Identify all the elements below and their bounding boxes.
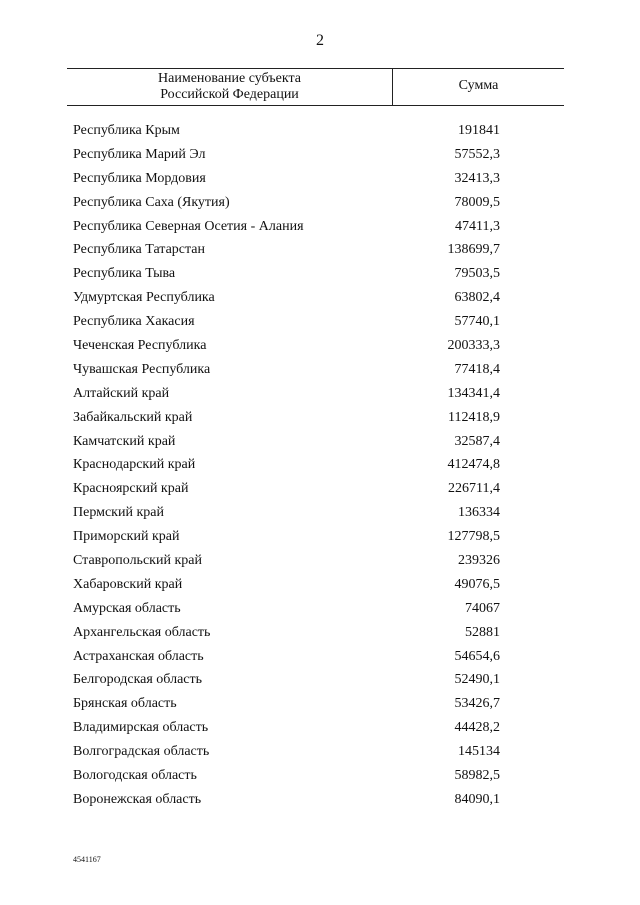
table-row — [0, 716, 640, 740]
region-name: Брянская область — [73, 696, 177, 712]
table-row — [0, 167, 640, 191]
region-amount: 145134 — [458, 744, 500, 760]
region-amount: 44428,2 — [454, 720, 500, 736]
table-row — [0, 501, 640, 525]
region-name: Астраханская область — [73, 648, 204, 664]
table-row — [0, 597, 640, 621]
region-amount: 47411,3 — [455, 218, 500, 234]
region-amount: 84090,1 — [454, 791, 500, 807]
region-amount: 239326 — [458, 553, 500, 569]
table-row — [0, 573, 640, 597]
region-name: Вологодская область — [73, 768, 197, 784]
region-name: Архангельская область — [73, 624, 211, 640]
region-name: Забайкальский край — [73, 409, 193, 425]
table-body — [0, 119, 640, 812]
table-row — [0, 764, 640, 788]
region-amount: 134341,4 — [447, 385, 500, 401]
table-row — [0, 692, 640, 716]
region-amount: 52490,1 — [454, 672, 500, 688]
table-header — [67, 68, 564, 106]
region-amount: 57740,1 — [454, 314, 500, 330]
region-amount: 49076,5 — [454, 576, 500, 592]
region-name: Хабаровский край — [73, 576, 183, 592]
table-row — [0, 358, 640, 382]
region-amount: 52881 — [465, 624, 500, 640]
region-name: Краснодарский край — [73, 457, 196, 473]
region-amount: 412474,8 — [447, 457, 500, 473]
region-name: Владимирская область — [73, 720, 209, 736]
table-row — [0, 143, 640, 167]
region-amount: 127798,5 — [447, 529, 500, 545]
table-row — [0, 453, 640, 477]
region-name: Республика Саха (Якутия) — [73, 194, 230, 210]
region-amount: 79503,5 — [454, 266, 500, 282]
region-name: Приморский край — [73, 529, 180, 545]
region-amount: 63802,4 — [454, 290, 500, 306]
column-header-name — [67, 71, 392, 103]
region-name: Республика Хакасия — [73, 314, 195, 330]
region-amount: 226711,4 — [448, 481, 500, 497]
table-row — [0, 430, 640, 454]
page-number: 2 — [316, 32, 324, 49]
table-row — [0, 191, 640, 215]
region-name: Ставропольский край — [73, 553, 202, 569]
region-name: Республика Северная Осетия - Алания — [73, 218, 304, 234]
region-name: Удмуртская Республика — [73, 290, 215, 306]
table-row — [0, 286, 640, 310]
region-name: Чувашская Республика — [73, 361, 211, 377]
document-code: 4541167 — [73, 855, 101, 864]
table-row — [0, 310, 640, 334]
region-name: Камчатский край — [73, 433, 176, 449]
region-amount: 78009,5 — [454, 194, 500, 210]
region-name: Воронежская область — [73, 791, 202, 807]
column-header-sum: Сумма — [458, 78, 499, 93]
region-name: Республика Марий Эл — [73, 146, 206, 162]
table-row — [0, 262, 640, 286]
table-row — [0, 645, 640, 669]
region-amount: 200333,3 — [447, 338, 500, 354]
region-name: Чеченская Республика — [73, 338, 207, 354]
region-name: Амурская область — [73, 600, 181, 616]
region-name: Красноярский край — [73, 481, 189, 497]
region-amount: 32413,3 — [454, 170, 500, 186]
region-name: Республика Крым — [73, 123, 180, 138]
table-row — [0, 740, 640, 764]
table-row — [0, 668, 640, 692]
table-row — [0, 215, 640, 239]
table-row — [0, 238, 640, 262]
region-name: Республика Мордовия — [73, 170, 206, 186]
column-header-name-line2: Российской Федерации — [160, 87, 299, 102]
region-name: Республика Тыва — [73, 266, 176, 282]
region-amount: 57552,3 — [454, 146, 500, 162]
column-header-name-line1: Наименование субъекта — [158, 71, 301, 86]
region-amount: 53426,7 — [454, 696, 500, 712]
table-row — [0, 621, 640, 645]
region-name: Белгородская область — [73, 672, 203, 688]
table-row — [0, 549, 640, 573]
table-row — [0, 525, 640, 549]
region-name: Республика Татарстан — [73, 242, 206, 258]
region-amount: 138699,7 — [447, 242, 500, 258]
region-amount: 136334 — [458, 505, 500, 521]
region-amount: 54654,6 — [454, 648, 500, 664]
region-amount: 112418,9 — [448, 409, 500, 425]
region-name: Пермский край — [73, 505, 164, 521]
table-row — [0, 477, 640, 501]
region-name: Волгоградская область — [73, 744, 210, 760]
table-row — [0, 788, 640, 812]
table-row — [0, 119, 640, 143]
region-amount: 77418,4 — [454, 361, 500, 377]
region-amount: 74067 — [465, 600, 500, 616]
region-amount: 32587,4 — [454, 433, 500, 449]
table-row — [0, 382, 640, 406]
region-amount: 58982,5 — [454, 768, 500, 784]
region-amount: 191841 — [458, 123, 500, 138]
table-row — [0, 334, 640, 358]
table-row — [0, 406, 640, 430]
region-name: Алтайский край — [73, 385, 170, 401]
